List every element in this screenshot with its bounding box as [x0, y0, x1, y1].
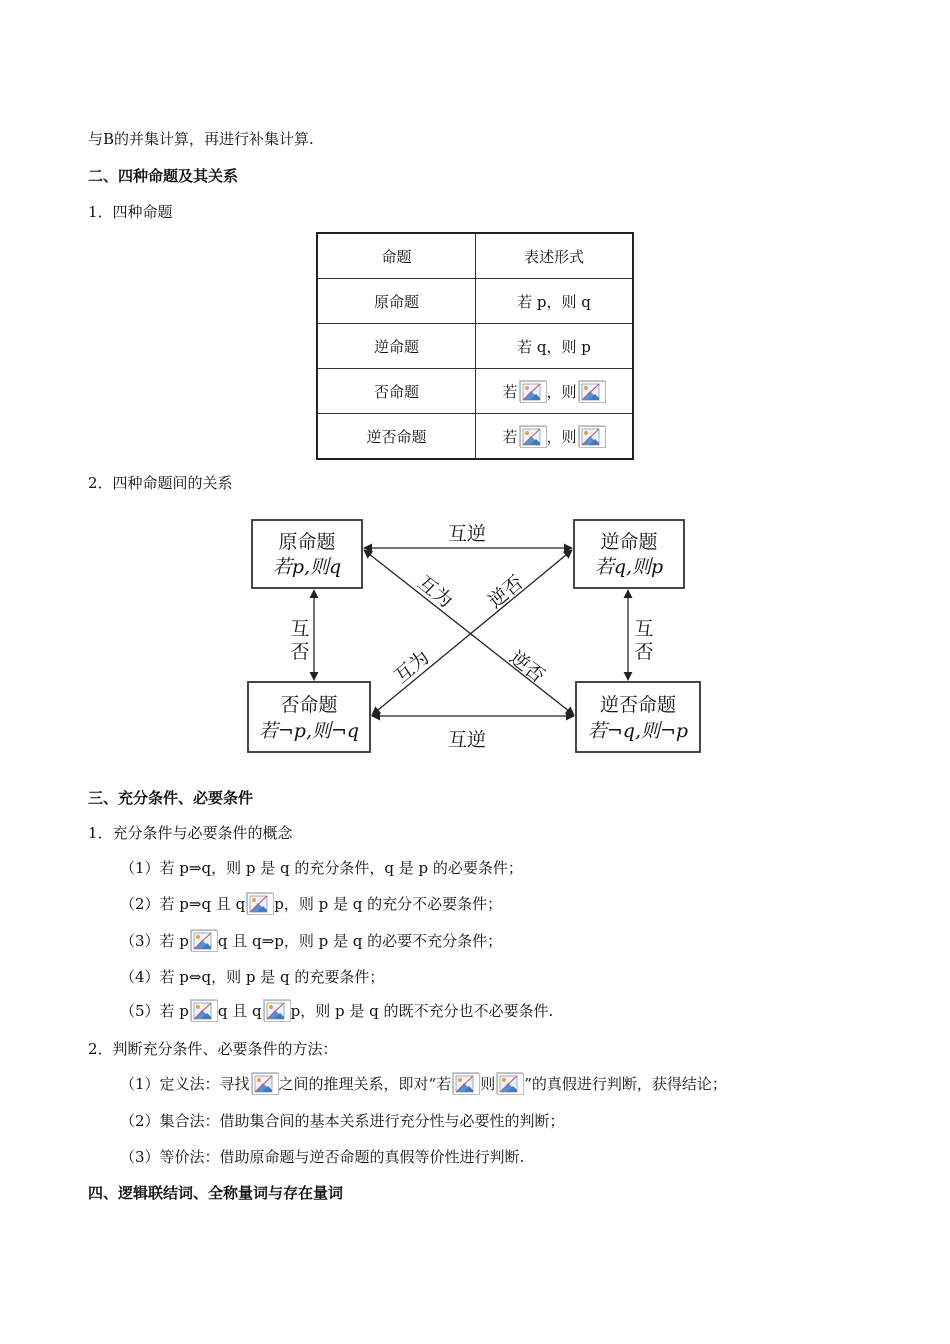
image-placeholder-icon: [190, 999, 217, 1021]
condition-text: （3）若 p: [120, 932, 189, 950]
form-mid: ，则: [546, 428, 577, 446]
condition-text: p，则 p 是 q 的充分不必要条件；: [274, 895, 503, 913]
table-row: [317, 324, 633, 369]
image-placeholder-icon: [452, 1072, 479, 1094]
form-mid: ，则: [546, 383, 577, 401]
image-placeholder-icon: [519, 380, 546, 402]
table-cell: [476, 369, 634, 414]
image-placeholder-icon: [263, 999, 290, 1021]
label-left-2: 否: [290, 641, 310, 663]
image-placeholder-icon: [246, 892, 273, 914]
label-diag-4: 逆否: [505, 646, 549, 688]
section-3-title: 三、充分条件、必要条件: [88, 789, 254, 807]
table-cell: 原命题: [317, 279, 476, 324]
image-placeholder-icon: [519, 425, 546, 447]
method-text: 之间的推理关系，即对“若: [278, 1075, 452, 1093]
image-placeholder-icon: [578, 380, 605, 402]
table-cell: 逆否命题: [317, 414, 476, 460]
label-right-1: 互: [634, 618, 654, 640]
condition-text: （4）若 p⇔q，则 p 是 q 的充要条件；: [120, 968, 385, 986]
table-row: [317, 414, 633, 460]
label-diag-1: 互为: [413, 571, 457, 613]
method-text: （3）等价法：借助原命题与逆否命题的真假等价性进行判断.: [120, 1148, 525, 1166]
condition-line-3: [120, 929, 502, 951]
box-contrapositive-form: 若¬q,则¬p: [587, 720, 689, 742]
label-left-1: 互: [290, 618, 310, 640]
table-cell: [476, 414, 634, 460]
label-diag-3: 互为: [390, 646, 434, 688]
condition-text: （1）若 p⇒q，则 p 是 q 的充分条件，q 是 p 的必要条件；: [120, 859, 523, 877]
method-text: （1）定义法：寻找: [120, 1075, 250, 1093]
image-placeholder-icon: [578, 425, 605, 447]
table-header-row: [317, 233, 633, 279]
image-placeholder-icon: [190, 929, 217, 951]
method-line-3: [120, 1146, 524, 1167]
box-contrapositive-title: 逆否命题: [599, 694, 677, 716]
method-line-2: [120, 1110, 565, 1131]
table-header: 命题: [317, 233, 476, 279]
form-prefix: 若: [502, 428, 518, 446]
table-cell: 否命题: [317, 369, 476, 414]
box-converse-form: 若q,则p: [594, 556, 664, 578]
method-line-1: [120, 1072, 727, 1094]
form-prefix: 若: [502, 383, 518, 401]
table-row: [317, 279, 633, 324]
section-4-title: 四、逻辑联结词、全称量词与存在量词: [88, 1184, 344, 1202]
intro-line: 与B的并集计算，再进行补集计算.: [88, 130, 314, 148]
method-text: （2）集合法：借助集合间的基本关系进行充分性与必要性的判断；: [120, 1112, 565, 1130]
four-propositions-table: [316, 232, 634, 460]
table-cell: 若 q，则 p: [476, 324, 634, 369]
box-converse-title: 逆命题: [600, 531, 658, 553]
label-right-2: 否: [634, 641, 654, 663]
box-inverse-title: 否命题: [280, 694, 338, 716]
condition-text: （2）若 p⇒q 且 q: [120, 895, 246, 913]
image-placeholder-icon: [251, 1072, 278, 1094]
condition-line-1: [120, 857, 523, 878]
condition-text: （5）若 p: [120, 1002, 189, 1020]
condition-text: p，则 p 是 q 的既不充分也不必要条件.: [290, 1002, 554, 1020]
method-text: 则: [480, 1075, 496, 1093]
condition-line-5: [120, 999, 553, 1021]
table-header: 表述形式: [476, 233, 634, 279]
proposition-relation-diagram: [240, 510, 710, 760]
label-diag-2: 逆否: [484, 571, 528, 613]
method-text: ”的真假进行判断，获得结论；: [524, 1075, 727, 1093]
table-cell: 逆命题: [317, 324, 476, 369]
section-3-item-2: 2．判断充分条件、必要条件的方法：: [88, 1040, 338, 1058]
box-original-title: 原命题: [278, 531, 336, 553]
table-row: [317, 369, 633, 414]
condition-text: q 且 q⇒p，则 p 是 q 的必要不充分条件；: [217, 932, 503, 950]
section-2-item-2: 2．四种命题间的关系: [88, 474, 233, 492]
image-placeholder-icon: [496, 1072, 523, 1094]
box-inverse-form: 若¬p,则¬q: [258, 720, 360, 742]
section-2-item-1: 1．四种命题: [88, 203, 173, 221]
label-top: 互逆: [447, 523, 487, 545]
box-original-form: 若p,则q: [272, 556, 342, 578]
label-bottom: 互逆: [447, 729, 487, 751]
table-cell: 若 p，则 q: [476, 279, 634, 324]
condition-line-2: [120, 892, 502, 914]
condition-line-4: [120, 966, 384, 987]
condition-text: q 且 q: [217, 1002, 262, 1020]
section-3-item-1: 1．充分条件与必要条件的概念: [88, 824, 293, 842]
section-2-title: 二、四种命题及其关系: [88, 167, 239, 185]
